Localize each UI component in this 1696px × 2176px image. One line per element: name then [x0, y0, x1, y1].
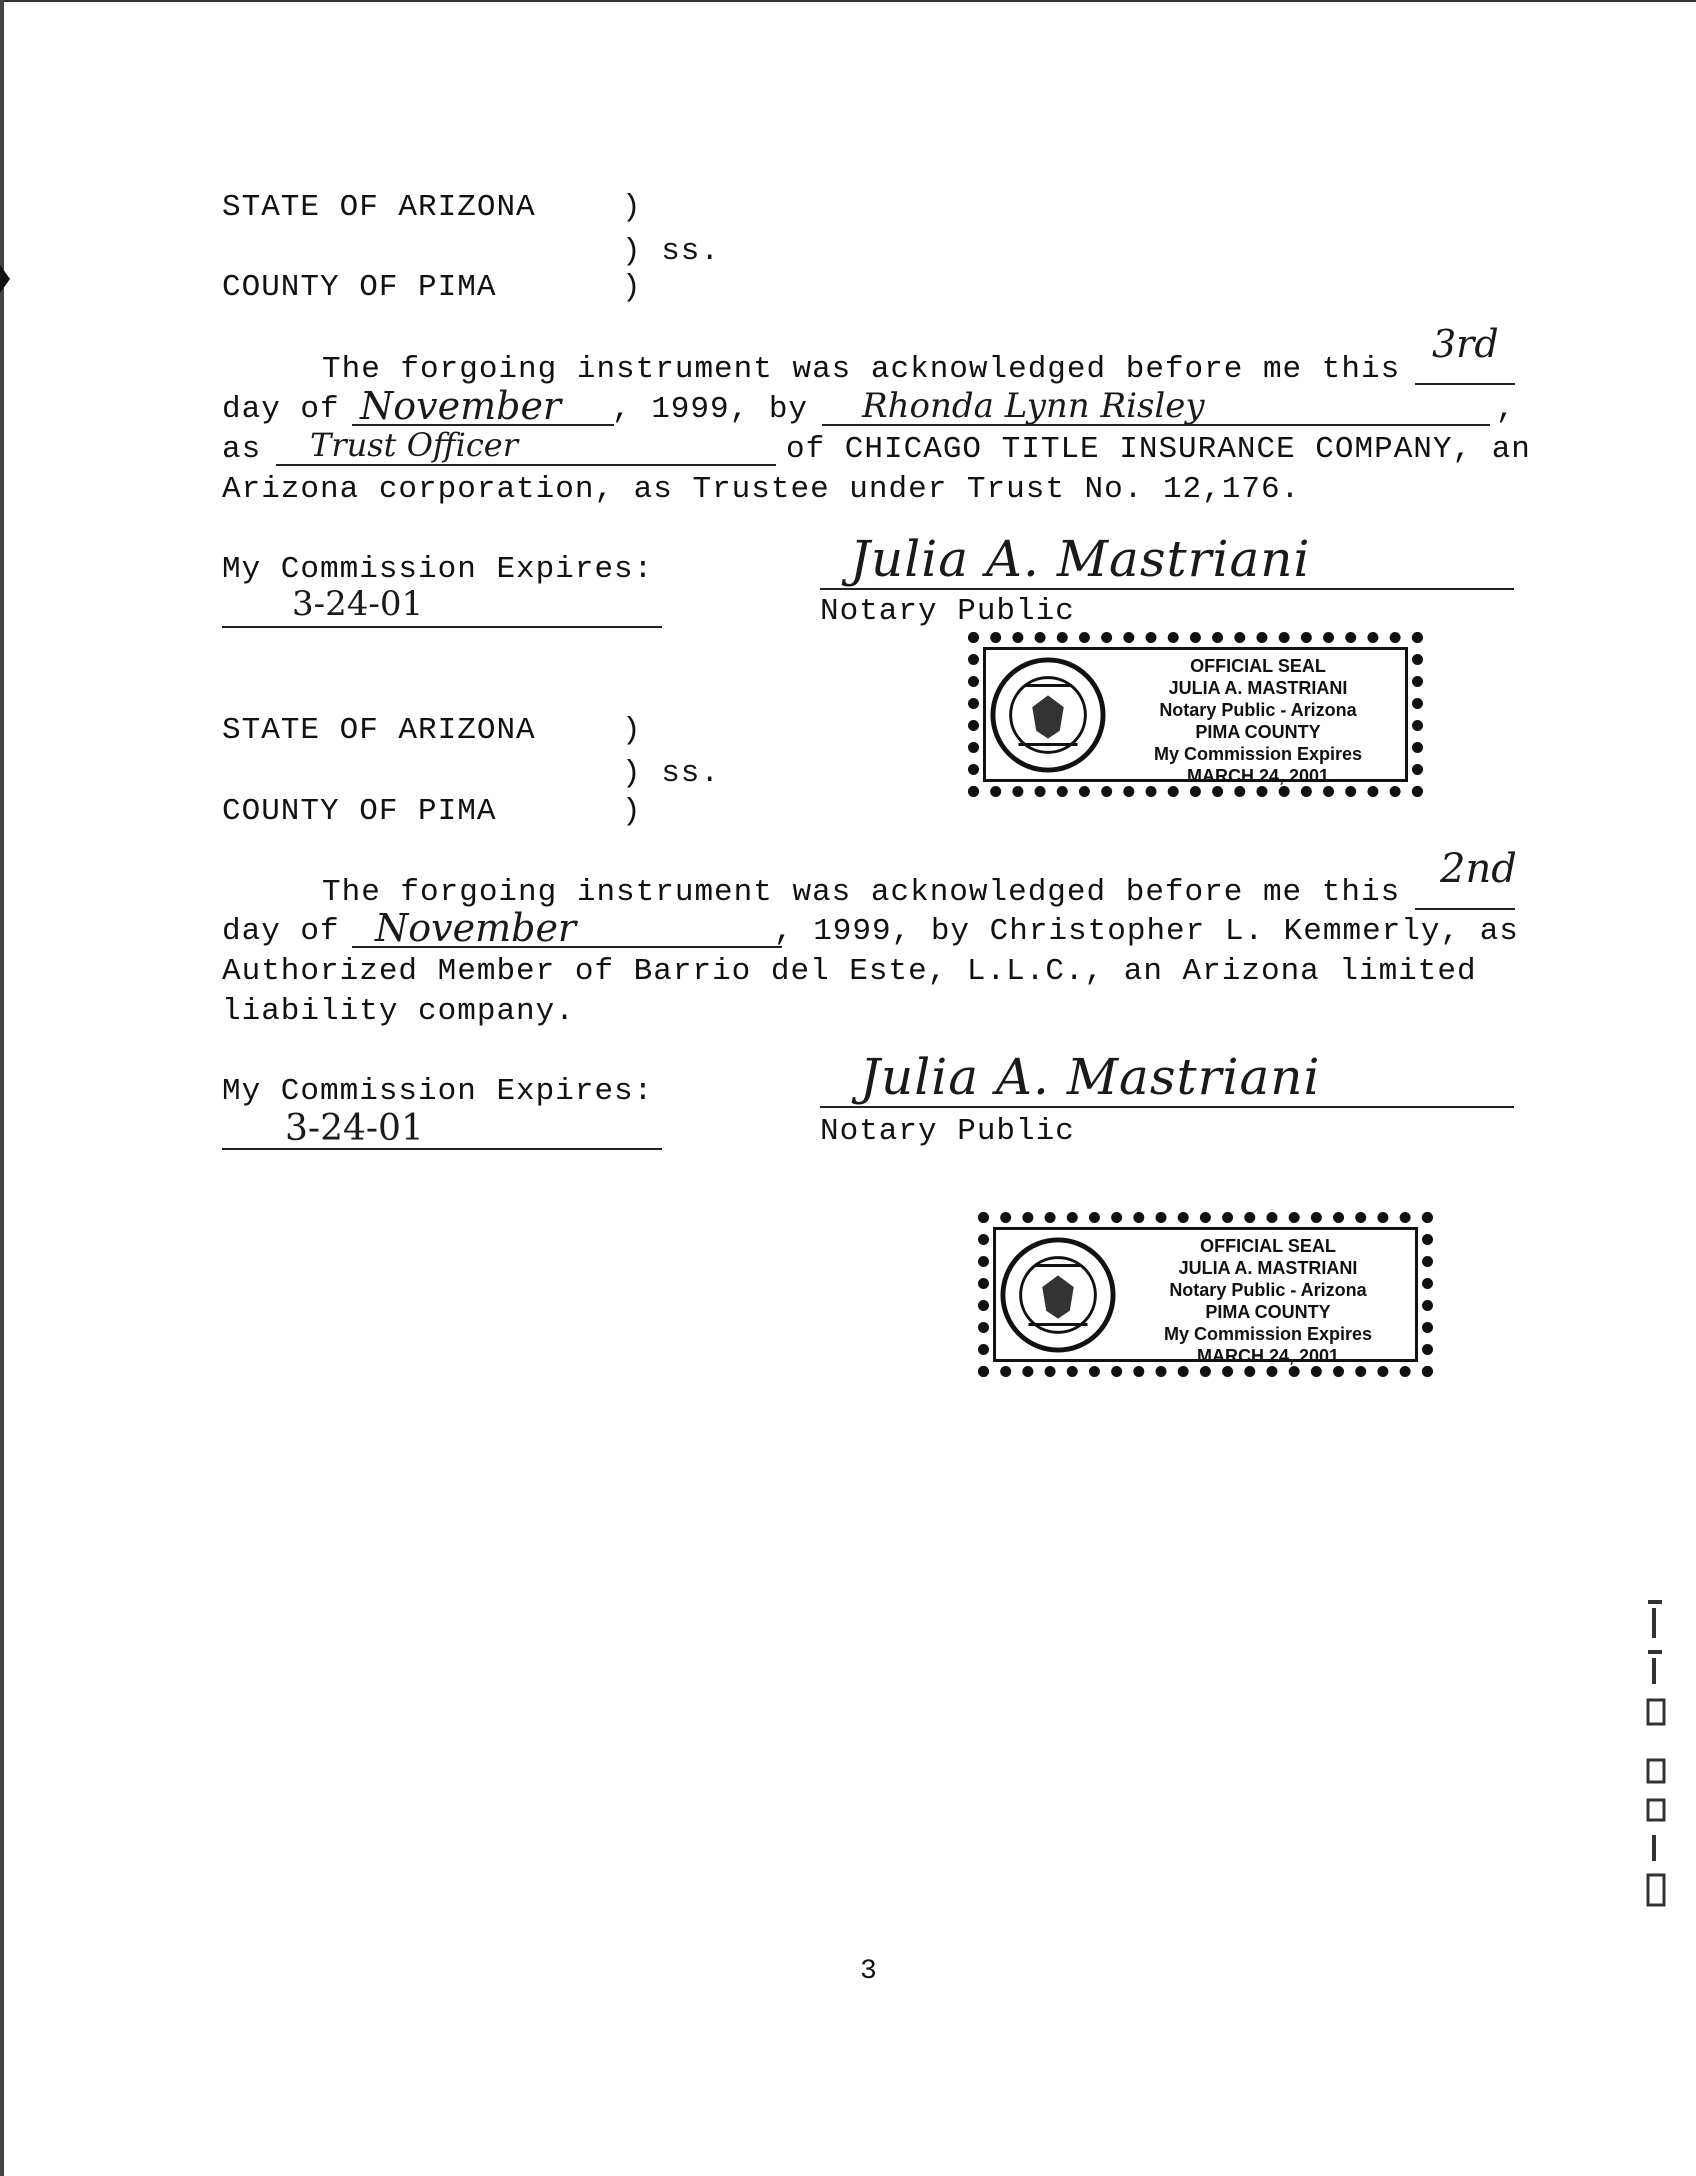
seal-line: My Commission Expires	[1153, 744, 1363, 764]
state-label: STATE OF ARIZONA	[222, 190, 536, 225]
county-label: COUNTY OF PIMA	[222, 270, 497, 305]
seal-line: JULIA A. MASTRIANI	[1178, 1258, 1358, 1278]
name-handwritten: Rhonda Lynn Risley	[862, 386, 1205, 426]
ack-text: Arizona corporation, as Trustee under Trust No. 12,176.	[222, 472, 1301, 507]
seal-line: PIMA COUNTY	[1205, 1302, 1331, 1322]
ack-text: The forgoing instrument was acknowledged before me this	[322, 875, 1401, 910]
seal-line: OFFICIAL SEAL	[1200, 1236, 1336, 1256]
ack-text: of CHICAGO TITLE INSURANCE COMPANY, an	[786, 432, 1531, 467]
month-handwritten: November	[375, 906, 577, 950]
month-handwritten: November	[360, 384, 562, 428]
seal-line: Notary Public - Arizona	[1169, 1280, 1367, 1300]
seal-line: OFFICIAL SEAL	[1190, 656, 1326, 676]
ack-text: day of	[222, 392, 340, 427]
state-seal-icon	[989, 656, 1107, 774]
commission-label: My Commission Expires:	[222, 552, 654, 587]
ack-text: The forgoing instrument was acknowledged before me this	[322, 352, 1401, 387]
page-top-edge	[0, 0, 1696, 2]
bracket: )	[622, 713, 642, 748]
bracket: )	[622, 190, 642, 225]
state-seal-icon	[999, 1236, 1117, 1354]
notary-signature: Julia A. Mastriani	[850, 530, 1311, 588]
ack-text: ,	[1496, 392, 1516, 427]
commission-handwritten: 3-24-01	[285, 1108, 424, 1149]
seal-line: My Commission Expires	[1163, 1324, 1373, 1344]
official-seal	[978, 1212, 1433, 1377]
page-left-edge	[0, 0, 4, 2176]
day-handwritten: 3rd	[1432, 322, 1499, 366]
title-handwritten: Trust Officer	[310, 426, 518, 464]
commission-label: My Commission Expires:	[222, 1074, 654, 1109]
seal-line: MARCH 24, 2001	[1196, 1346, 1340, 1366]
ss-label: ) ss.	[622, 756, 721, 791]
scan-mark	[0, 265, 10, 293]
commission-handwritten: 3-24-01	[292, 584, 424, 624]
seal-line: JULIA A. MASTRIANI	[1168, 678, 1348, 698]
notary-label: Notary Public	[820, 594, 1075, 629]
commission-blank	[222, 590, 662, 628]
recording-stamp	[1640, 1590, 1670, 1920]
ss-label: ) ss.	[622, 234, 721, 269]
official-seal	[968, 632, 1423, 797]
seal-line: PIMA COUNTY	[1195, 722, 1321, 742]
seal-line: MARCH 24, 2001	[1186, 766, 1330, 786]
notary-label: Notary Public	[820, 1114, 1075, 1149]
ack-text: , 1999, by	[612, 392, 809, 427]
county-label: COUNTY OF PIMA	[222, 794, 497, 829]
notary-signature: Julia A. Mastriani	[860, 1048, 1321, 1106]
day-handwritten: 2nd	[1440, 846, 1517, 892]
ack-text: as	[222, 432, 262, 467]
ack-text: , 1999, by Christopher L. Kemmerly, as	[774, 914, 1519, 949]
bracket: )	[622, 794, 642, 829]
ack-text: day of	[222, 914, 340, 949]
page-number: 3	[860, 1956, 878, 1987]
seal-line: Notary Public - Arizona	[1159, 700, 1357, 720]
bracket: )	[622, 270, 642, 305]
state-label: STATE OF ARIZONA	[222, 713, 536, 748]
ack-text: Authorized Member of Barrio del Este, L.L.C., an Arizona limited	[222, 954, 1477, 989]
ack-text: liability company.	[222, 994, 575, 1029]
